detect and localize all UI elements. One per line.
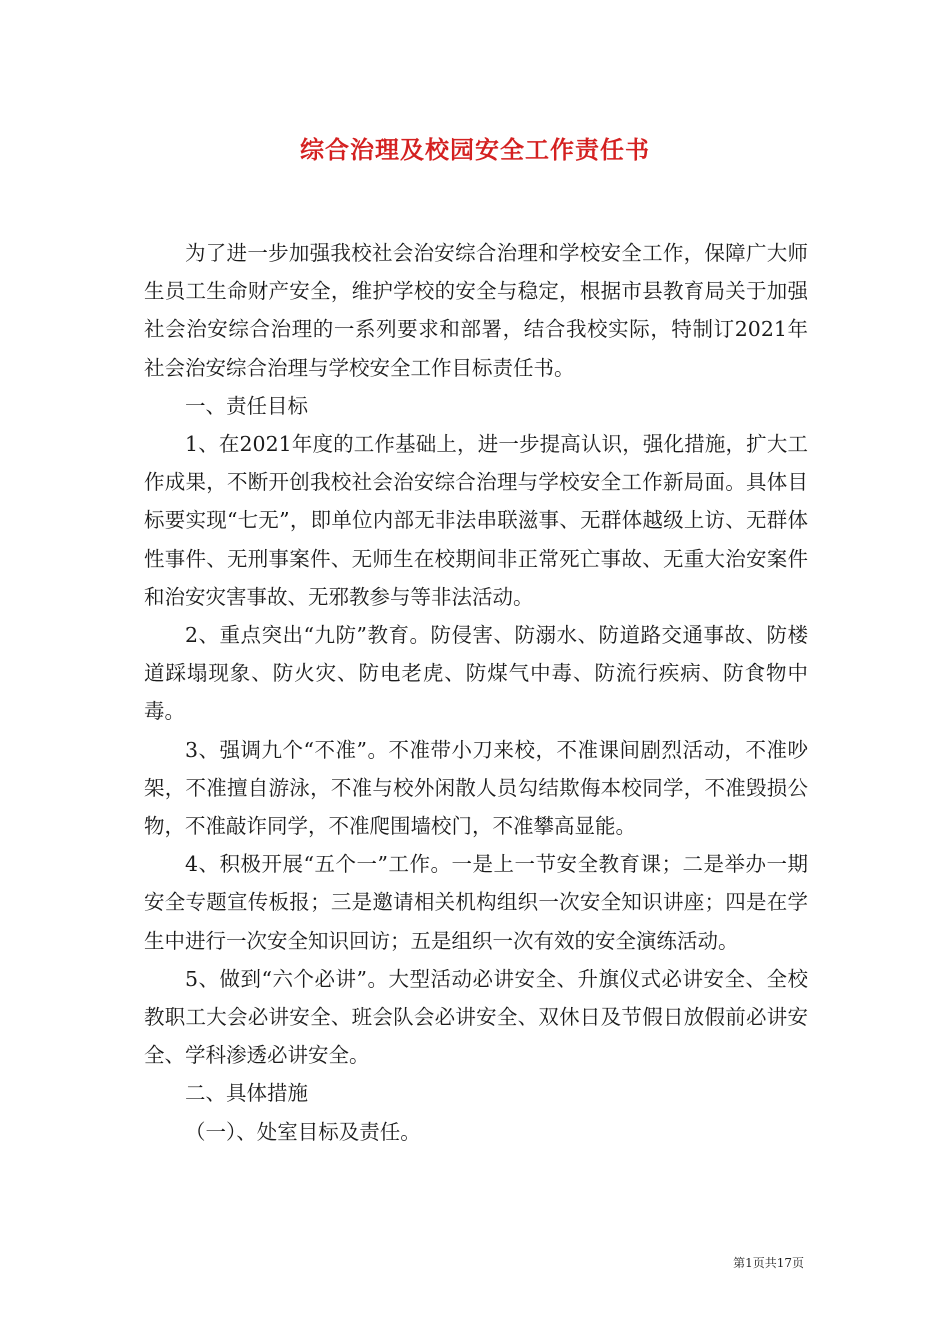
paragraph-goal-4: 4、积极开展“五个一”工作。一是上一节安全教育课；二是举办一期安全专题宣传板报；三是邀请相关机构组织一次安全知识讲座；四是在学生中进行一次安全知识回访；五是组织一次有效的安全演练活动。	[144, 852, 808, 953]
paragraph-goal-3: 3、强调九个“不准”。不准带小刀来校，不准课间剧烈活动，不准吵架，不准擅自游泳，不准与校外闲散人员勾结欺侮本校同学，不准毁损公物，不准敲诈同学，不准爬围墙校门，不准攀高显能。	[144, 737, 808, 839]
subsection-heading-office: （一）、处室目标及责任。	[185, 1119, 421, 1144]
page-number: 第1页共17页	[733, 1256, 804, 1270]
paragraph-goal-2: 2、重点突出“九防”教育。防侵害、防溺水、防道路交通事故、防楼道踩塌现象、防火灾、防电老虎、防煤气中毒、防流行疾病、防食物中毒。	[144, 623, 808, 724]
paragraph-goal-1: 1、在2021年度的工作基础上，进一步提高认识，强化措施，扩大工作成果，不断开创我校社会治安综合治理与学校安全工作新局面。具体目标要实现“七无”，即单位内部无非法串联滋事、无群体越级上访、无群体性事件、无刑事案件、无师生在校期间非正常死亡事故、无重大治安案件和治安灾害事故、无邪教参与等非法活动。	[144, 432, 808, 609]
section-heading-measures: 二、具体措施	[185, 1081, 308, 1106]
document-body	[144, 234, 808, 1151]
document-title: 综合治理及校园安全工作责任书	[300, 135, 650, 164]
paragraph-goal-5: 5、做到“六个必讲”。大型活动必讲安全、升旗仪式必讲安全、全校教职工大会必讲安全、班会队会必讲安全、双休日及节假日放假前必讲安全、学科渗透必讲安全。	[144, 966, 808, 1068]
paragraph-intro: 为了进一步加强我校社会治安综合治理和学校安全工作，保障广大师生员工生命财产安全，维护学校的安全与稳定，根据市县教育局关于加强社会治安综合治理的一系列要求和部署，结合我校实际，特制订2021年社会治安综合治理与学校安全工作目标责任书。	[144, 241, 808, 380]
section-heading-goals: 一、责任目标	[185, 393, 308, 418]
